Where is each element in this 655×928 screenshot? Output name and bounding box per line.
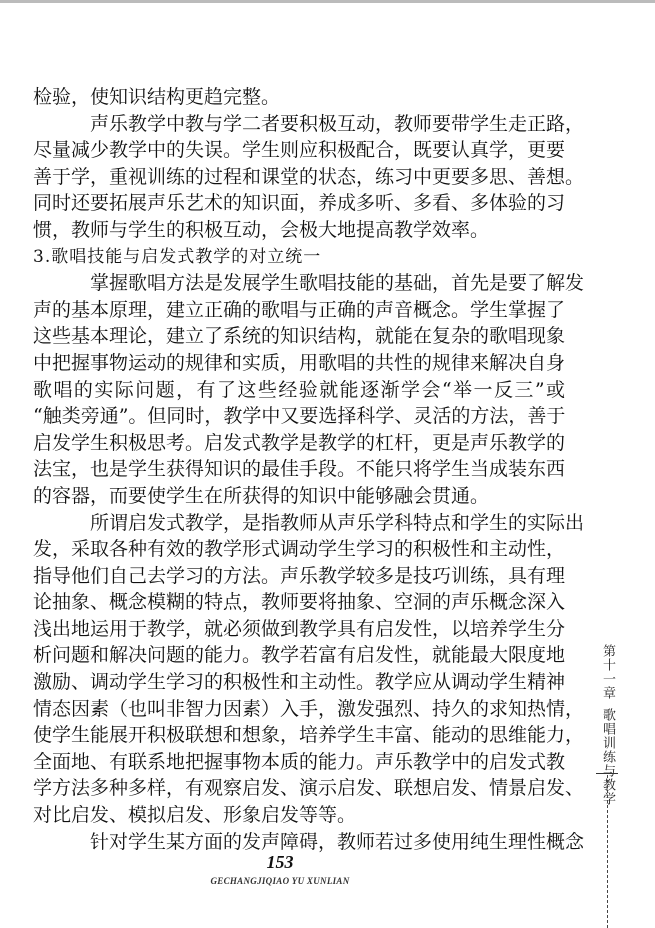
page-number: 153 [266,852,294,872]
top-border [0,0,655,3]
text-line: 析问题和解决问题的能力。教学若富有启发性，就能最大限度地 [33,644,566,667]
text-line: 发，采取各种有效的教学形式调动学生学习的积极性和主动性， [33,538,566,561]
text-line: 全面地、有联系地把握事物本质的能力。声乐教学中的启发式教 [33,750,566,773]
text-line: 尽量减少教学中的失误。学生则应积极配合，既要认真学，更要 [33,139,566,162]
text-line: 学方法多种多样，有观察启发、演示启发、联想启发、情景启发、 [33,777,585,800]
section-heading: 3.歌唱技能与启发式教学的对立统一 [33,246,322,267]
text-line: 浅出地运用于教学，就必须做到教学具有启发性，以培养学生分 [33,617,566,640]
text-line: 的容器，而要使学生在所获得的知识中能够融会贯通。 [33,484,490,507]
chapter-title: 歌唱训练与教学 [600,708,615,806]
text-line: 所谓启发式教学，是指教师从声乐学科特点和学生的实际出 [90,511,585,534]
cut-guide-dashed-line [607,775,608,928]
text-line: 惯，教师与学生的积极互动，会极大地提高教学效率。 [33,218,490,241]
running-footer: GECHANGJIQIAO YU XUNLIAN [210,876,350,886]
side-tab-rule [596,773,618,774]
text-line: 掌握歌唱方法是发展学生歌唱技能的基础，首先是要了解发 [90,272,585,295]
text-line: 法宝，也是学生获得知识的最佳手段。不能只将学生当成装东西 [33,458,566,481]
text-line: 善于学，重视训练的过程和课堂的状态，练习中更要多思、善想。 [33,165,585,188]
text-line: 针对学生某方面的发声障碍，教师若过多使用纯生理性概念 [90,830,585,853]
text-line: 声的基本原理，建立正确的歌唱与正确的声音概念。学生掌握了 [33,298,566,321]
text-line: 同时还要拓展声乐艺术的知识面，养成多听、多看、多体验的习 [33,192,566,215]
text-line: 指导他们自己去学习的方法。声乐教学较多是技巧训练，具有理 [33,564,566,587]
text-line: 检验，使知识结构更趋完整。 [33,86,281,108]
text-line: 中把握事物运动的规律和实质，用歌唱的共性的规律来解决自身 [33,351,566,374]
text-line: 论抽象、概念模糊的特点，教师要将抽象、空洞的声乐概念深入 [33,591,566,614]
text-line: 情态因素（也叫非智力因素）入手，激发强烈、持久的求知热情， [33,697,585,720]
chapter-label: 第十一章 [600,644,615,700]
text-line: 使学生能展开积极联想和想象，培养学生丰富、能动的思维能力， [33,724,585,747]
body-text [33,84,585,855]
text-line: 激励、调动学生学习的积极性和主动性。教学应从调动学生精神 [33,671,566,694]
text-line: 声乐教学中教与学二者要积极互动，教师要带学生走正路， [90,112,585,135]
text-line: 歌唱的实际问题，有了这些经验就能逐渐学会“举一反三”或 [33,378,565,401]
text-line: 对比启发、模拟启发、形象启发等等。 [33,804,357,827]
text-line: 启发学生积极思考。启发式教学是教学的杠杆，更是声乐教学的 [33,431,566,454]
text-line: “触类旁通”。但同时，教学中又要选择科学、灵活的方法，善于 [33,405,566,428]
text-line: 这些基本理论，建立了系统的知识结构，就能在复杂的歌唱现象 [33,325,566,348]
